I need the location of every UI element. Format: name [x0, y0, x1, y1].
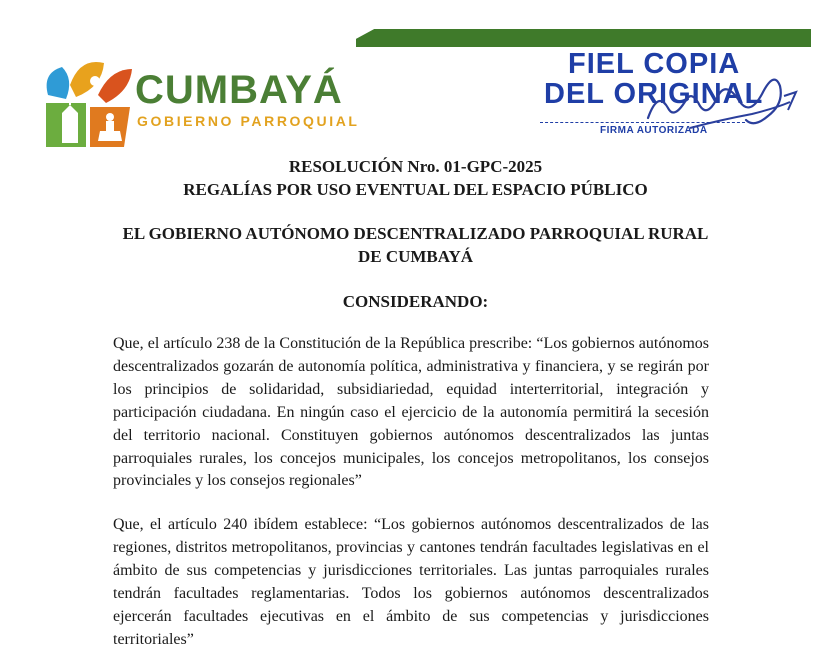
issuer-heading [0, 222, 831, 268]
resolution-title: REGALÍAS POR USO EVENTUAL DEL ESPACIO PÚBLICO [183, 180, 648, 199]
certified-copy-stamp [540, 50, 800, 145]
considering-heading: CONSIDERANDO: [342, 292, 489, 311]
paragraph-article-238: Que, el artículo 238 de la Constitución de la República prescribe: “Los gobiernos autónomos descentralizados gozarán de autonomía política, administrativa y financiera, y se regirán por los principios de solidaridad, subsidiariedad, equidad interterritorial, integración y participación ciudadana. En ningún caso el ejercicio de la autonomía permitirá la secesión del territorio nacional. Constituyen gobiernos autónomos descentralizados las juntas parroquiales rurales, los concejos municipales, los concejos metropolitanos, los consejos provinciales y los consejos regionales” [113, 335, 709, 490]
issuer-line-1: EL GOBIERNO AUTÓNOMO DESCENTRALIZADO PARROQUIAL RURAL [122, 224, 709, 243]
handwritten-signature [540, 50, 800, 145]
resolution-number: RESOLUCIÓN Nro. 01-GPC-2025 [288, 157, 543, 176]
stamp-line-1: FIEL COPIA [568, 48, 741, 80]
stamp-line-2: DEL ORIGINAL [544, 78, 764, 110]
issuer-line-2: DE CUMBAYÁ [357, 247, 474, 266]
resolution-heading [0, 155, 831, 201]
logo-name: CUMBAYÁ [135, 68, 343, 112]
header-green-bar [356, 29, 811, 47]
cumbaya-logo [40, 55, 360, 155]
paragraph-article-240: Que, el artículo 240 ibídem establece: “Los gobiernos autónomos descentralizados de las regiones, distritos metropolitanos, provincias y cantones tendrán facultades legislativas en el ámbito de sus competencias y jurisdicciones territoriales. Las juntas parroquiales rurales tendrán facultades reglamentarias. Todos los gobiernos autónomos descentralizados ejercerán facultades ejecutivas en el ámbito de sus competencias y jurisdicciones territoriales” [113, 516, 709, 648]
stamp-label: FIRMA AUTORIZADA [600, 125, 708, 136]
parish-emblem-icon [40, 55, 135, 151]
logo-subtitle: GOBIERNO PARROQUIAL [137, 113, 360, 129]
